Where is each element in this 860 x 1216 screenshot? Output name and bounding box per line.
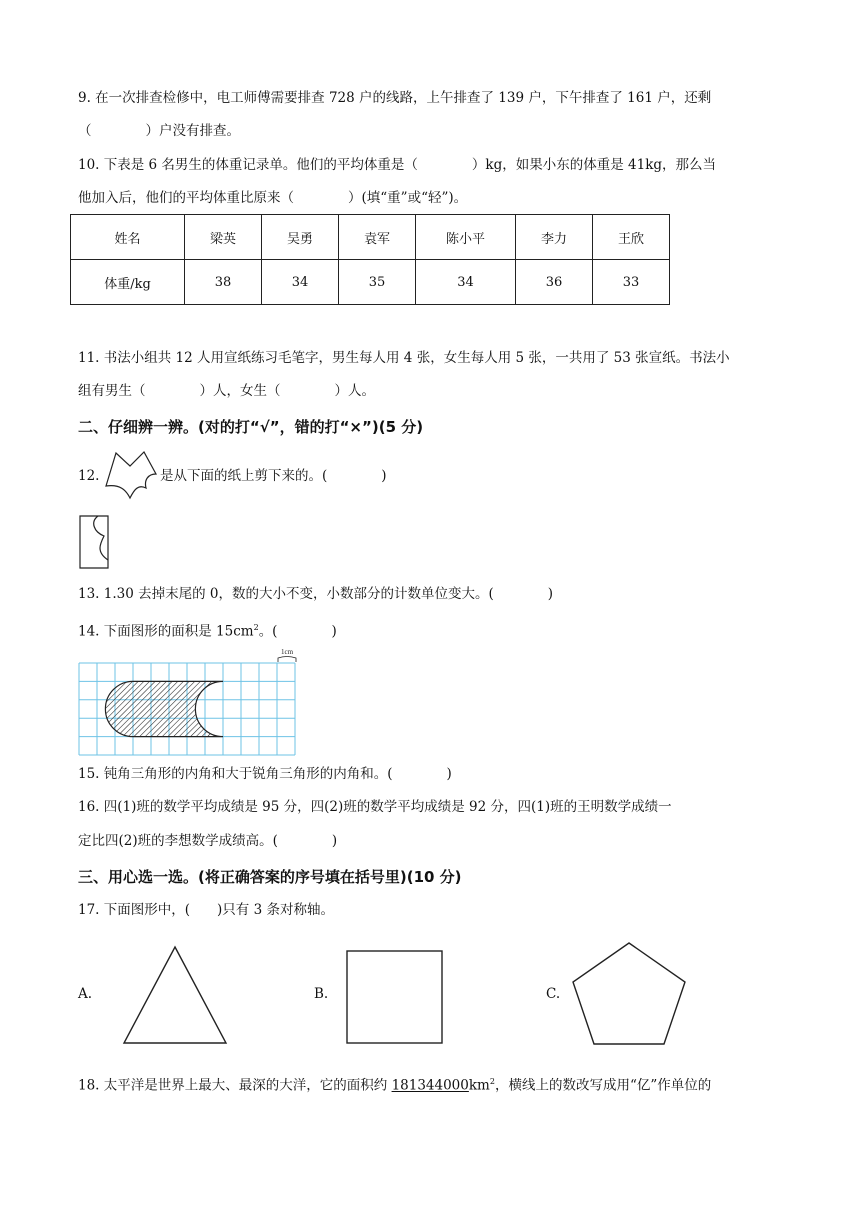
option-c-label: C. (546, 986, 561, 1002)
scale-label: 1cm (280, 648, 294, 656)
table-cell: 34 (262, 260, 339, 305)
q10-line2: 他加入后，他们的平均体重比原来（ ）(填“重”或“轻”)。 (78, 190, 468, 206)
q16-line2: 定比四(2)班的李想数学成绩高。( ) (78, 833, 338, 849)
q18-sup: 2 (489, 1077, 495, 1086)
q9-line1: 9. 在一次排查检修中，电工师傅需要排查 728 户的线路，上午排查了 139 户，下午排查了 161 户，还剩 (78, 90, 712, 106)
q18-underlined-number: 181344000 (391, 1077, 469, 1094)
table-header-row (71, 215, 670, 260)
weight-table (70, 214, 670, 305)
square-figure (344, 948, 446, 1046)
table-cell: 陈小平 (416, 215, 516, 260)
q11-line1: 11. 书法小组共 12 人用宣纸练习毛笔字，男生每人用 4 张，女生每人用 5 张，一共用了 53 张宣纸。书法小 (78, 350, 730, 366)
table-cell: 吴勇 (262, 215, 339, 260)
table-cell: 姓名 (71, 215, 185, 260)
table-row (71, 260, 670, 305)
q12-number: 12. (78, 468, 100, 484)
folded-paper-figure (78, 514, 114, 570)
table-cell: 王欣 (593, 215, 670, 260)
q10-line1: 10. 下表是 6 名男生的体重记录单。他们的平均体重是（ ）kg，如果小东的体重是 41kg，那么当 (78, 157, 717, 173)
q14-sup: 2 (253, 623, 259, 632)
q17-text: 17. 下面图形中，( )只有 3 条对称轴。 (78, 902, 334, 918)
grid-figure (78, 662, 300, 758)
section-2-heading: 二、仔细辨一辨。(对的打“√”，错的打“×”)(5 分) (78, 418, 424, 436)
pentagon-figure (570, 940, 688, 1048)
q14-text-main: 14. 下面图形的面积是 15cm (78, 623, 254, 640)
cut-shape-figure (104, 450, 158, 500)
table-cell: 35 (339, 260, 416, 305)
q13-text: 13. 1.30 去掉末尾的 0，数的大小不变，小数部分的计数单位变大。( ) (78, 586, 554, 602)
q18-unit: km (468, 1077, 490, 1094)
q14-text (78, 618, 337, 642)
option-b-label: B. (314, 986, 329, 1002)
q18-text (78, 1072, 711, 1096)
q12-text: 是从下面的纸上剪下来的。( ) (160, 468, 387, 484)
q16-line1: 16. 四(1)班的数学平均成绩是 95 分，四(2)班的数学平均成绩是 92 分，四(1)班的王明数学成绩一 (78, 799, 672, 815)
table-cell: 梁英 (185, 215, 262, 260)
q15-text: 15. 钝角三角形的内角和大于锐角三角形的内角和。( ) (78, 766, 452, 782)
table-cell: 36 (516, 260, 593, 305)
q18-text-end: ，横线上的数改写成用“亿”作单位的 (494, 1077, 712, 1094)
q11-line2: 组有男生（ ）人，女生（ ）人。 (78, 383, 375, 399)
table-cell: 袁军 (339, 215, 416, 260)
q18-text-main: 18. 太平洋是世界上最大、最深的大洋，它的面积约 (78, 1077, 392, 1094)
table-cell: 33 (593, 260, 670, 305)
triangle-figure (120, 944, 230, 1046)
q9-line2: （ ）户没有排查。 (78, 123, 240, 139)
section-3-heading: 三、用心选一选。(将正确答案的序号填在括号里)(10 分) (78, 868, 462, 886)
table-cell: 李力 (516, 215, 593, 260)
table-cell: 38 (185, 260, 262, 305)
q14-text-end: 。( ) (258, 623, 337, 640)
option-a-label: A. (78, 986, 93, 1002)
table-cell: 体重/kg (71, 260, 185, 305)
table-cell: 34 (416, 260, 516, 305)
